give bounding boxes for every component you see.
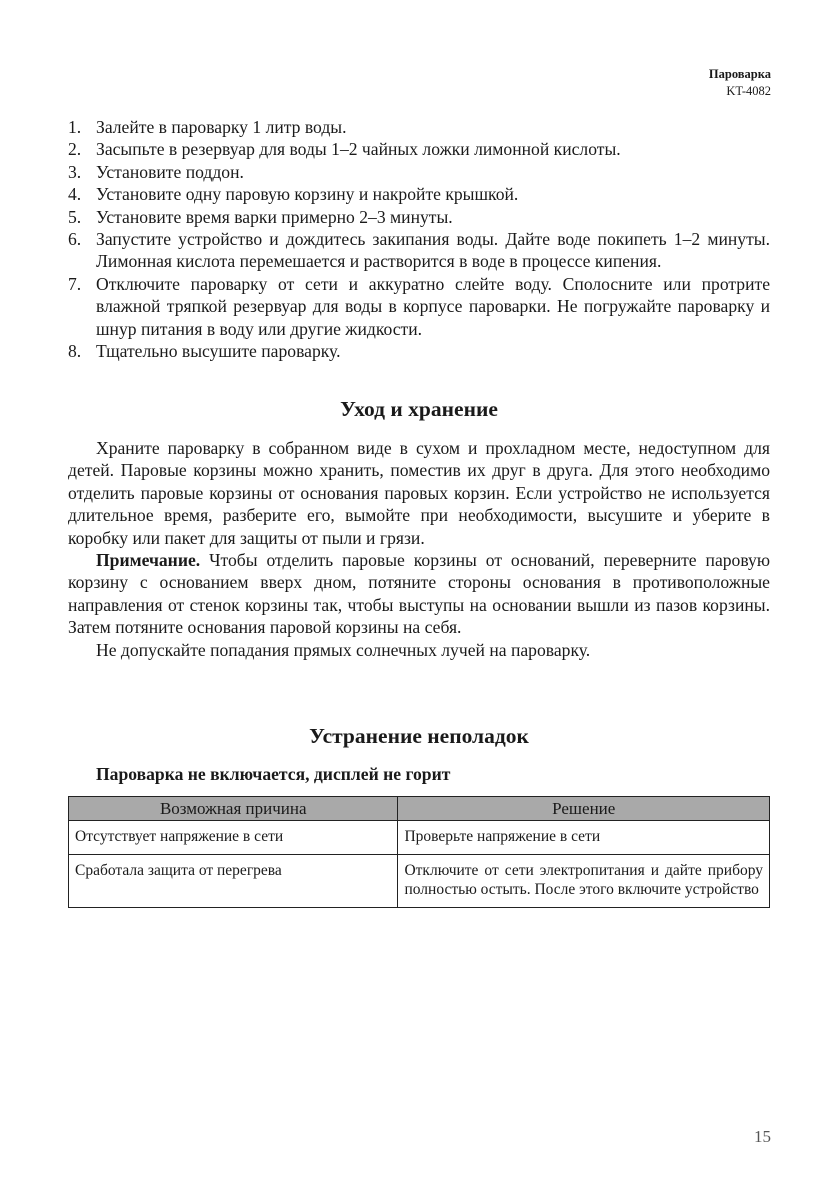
step-number: 7. — [68, 273, 82, 294]
page-header — [709, 66, 771, 100]
note-text: Чтобы отделить паровые корзины от оснований, переверните паровую корзину с основанием вверх дном, потяните стороны основания в противоположные направления от стенок корзины так, чтобы выступы на основании вышли из пазов корзины. Затем потяните основания паровой корзины на себя. — [68, 549, 770, 638]
page-number: 15 — [754, 1127, 771, 1146]
column-header-cause: Возможная причина — [69, 796, 398, 820]
step-number: 2. — [68, 139, 82, 160]
step-text: Запустите устройство и дождитесь закипания воды. Дайте воде покипеть 1–2 минуты. Лимонная кислота перемешается и растворится в воде в процессе кипения. — [96, 229, 770, 272]
step-text: Отключите пароварку от сети и аккуратно слейте воду. Сполосните или протрите влажной тряпкой резервуар для воды в корпусе пароварки. Не погружайте пароварку и шнур питания в воду или другие жидкости. — [96, 273, 770, 339]
page-content — [68, 116, 770, 908]
step-text: Тщательно высушите пароварку. — [96, 341, 341, 362]
table-header-row — [69, 796, 770, 820]
step-text: Установите одну паровую корзину и накройте крышкой. — [96, 184, 519, 205]
list-item — [68, 273, 770, 340]
cleaning-steps-list — [68, 116, 770, 362]
list-item — [68, 116, 770, 138]
troubleshooting-table — [68, 796, 770, 908]
step-number: 5. — [68, 206, 82, 227]
table-row — [69, 854, 770, 907]
step-number: 3. — [68, 161, 82, 182]
note-label: Примечание. — [96, 549, 201, 570]
care-paragraph: Храните пароварку в собранном виде в сухом и прохладном месте, недоступном для детей. Паровые корзины можно хранить, поместив их друг в друга. Для этого необходимо отделить паровые корзины от основания паровых корзин. Если устройство не используется длительное время, разберите его, вымойте при необходимости, высушите и уберите в коробку или пакет для защиты от пыли и грязи. — [68, 437, 770, 548]
list-item — [68, 340, 770, 362]
care-note-paragraph — [68, 549, 770, 639]
cause-cell: Отсутствует напряжение в сети — [69, 820, 398, 854]
table-row — [69, 820, 770, 854]
step-number: 8. — [68, 341, 82, 362]
step-number: 1. — [68, 117, 82, 137]
header-model: KT-4082 — [726, 84, 771, 98]
cause-cell: Сработала защита от перегрева — [69, 854, 398, 907]
solution-cell: Проверьте напряжение в сети — [398, 820, 770, 854]
step-text: Залейте в пароварку 1 литр воды. — [96, 117, 347, 137]
care-section-title: Уход и хранение — [340, 397, 498, 422]
header-product-title: Пароварка — [708, 67, 771, 81]
list-item — [68, 228, 770, 273]
step-text: Засыпьте в резервуар для воды 1–2 чайных ложки лимонной кислоты. — [96, 139, 621, 160]
step-text: Установите поддон. — [96, 161, 244, 182]
list-item — [68, 183, 770, 205]
column-header-solution: Решение — [398, 796, 770, 820]
step-text: Установите время варки примерно 2–3 минуты. — [96, 206, 453, 227]
sunlight-warning-paragraph: Не допускайте попадания прямых солнечных лучей на пароварку. — [96, 639, 591, 660]
list-item — [68, 161, 770, 183]
troubleshooting-section-title: Устранение неполадок — [309, 723, 529, 748]
step-number: 4. — [68, 184, 82, 205]
list-item — [68, 138, 770, 160]
solution-cell: Отключите от сети электропитания и дайте прибору полностью остыть. После этого включите устройство — [398, 854, 770, 907]
list-item — [68, 206, 770, 228]
problem-subtitle: Пароварка не включается, дисплей не горит — [96, 764, 451, 785]
step-number: 6. — [68, 229, 82, 250]
